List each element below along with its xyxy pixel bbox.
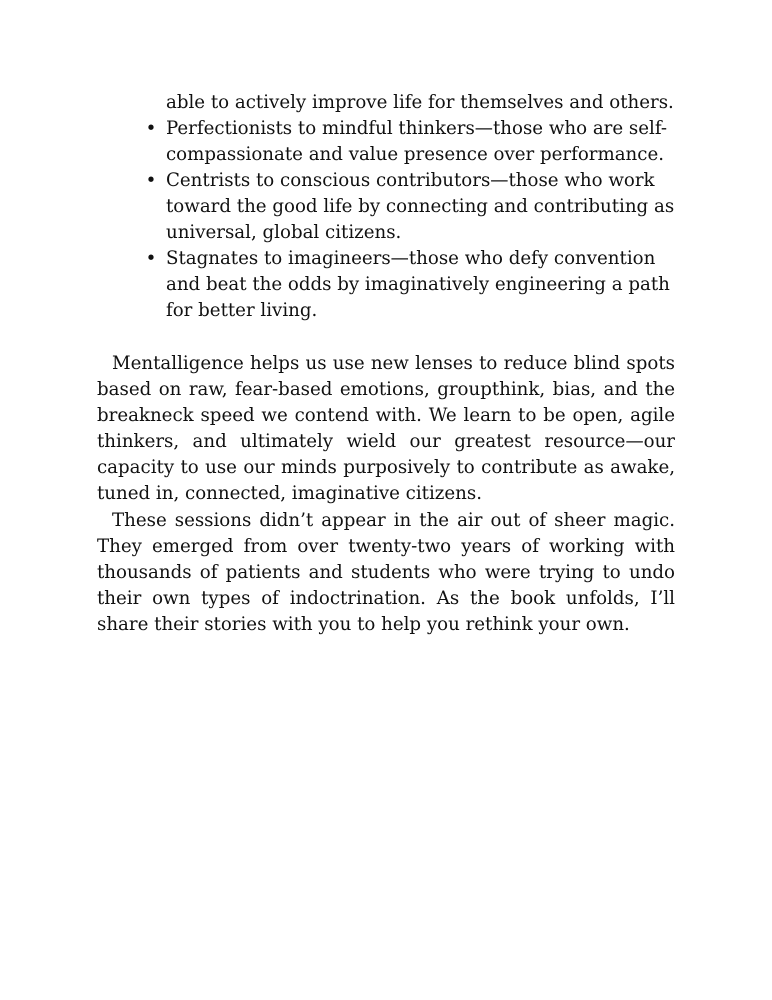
bullet-item-centrists [145,168,685,246]
bullet-icon: • [145,248,157,269]
bullet-text: Stagnates to imagineers—those who defy convention and beat the odds by imaginatively engineering a path for better living. [166,248,670,321]
bullet-list [145,116,685,324]
bullet-text: Perfectionists to mindful thinkers—those who are self-compassionate and value presence over performance. [166,118,668,165]
bullet-item-perfectionists [145,116,685,168]
list-item-continuation: able to actively improve life for themselves and others. [166,92,674,113]
bullet-icon: • [145,118,157,139]
bullet-icon: • [145,170,157,191]
paragraph-mentalligence: Mentalligence helps us use new lenses to reduce blind spots based on raw, fear-based emotions, groupthink, bias, and the breakneck speed we contend with. We learn to be open, agile thinkers, and ultimately wield our greatest resource—our capacity to use our minds purposively to contribute as awake, tuned in, connected, imaginative citizens. [97,353,675,504]
paragraph-sessions: These sessions didn’t appear in the air out of sheer magic. They emerged from over twenty-two years of working with thousands of patients and students who were trying to undo their own types of indoctrination. As the book unfolds, I’ll share their stories with you to help you rethink your own. [97,510,675,635]
bullet-text: Centrists to conscious contributors—those who work toward the good life by connecting and contributing as universal, global citizens. [166,170,675,243]
bullet-item-stagnates [145,246,685,324]
